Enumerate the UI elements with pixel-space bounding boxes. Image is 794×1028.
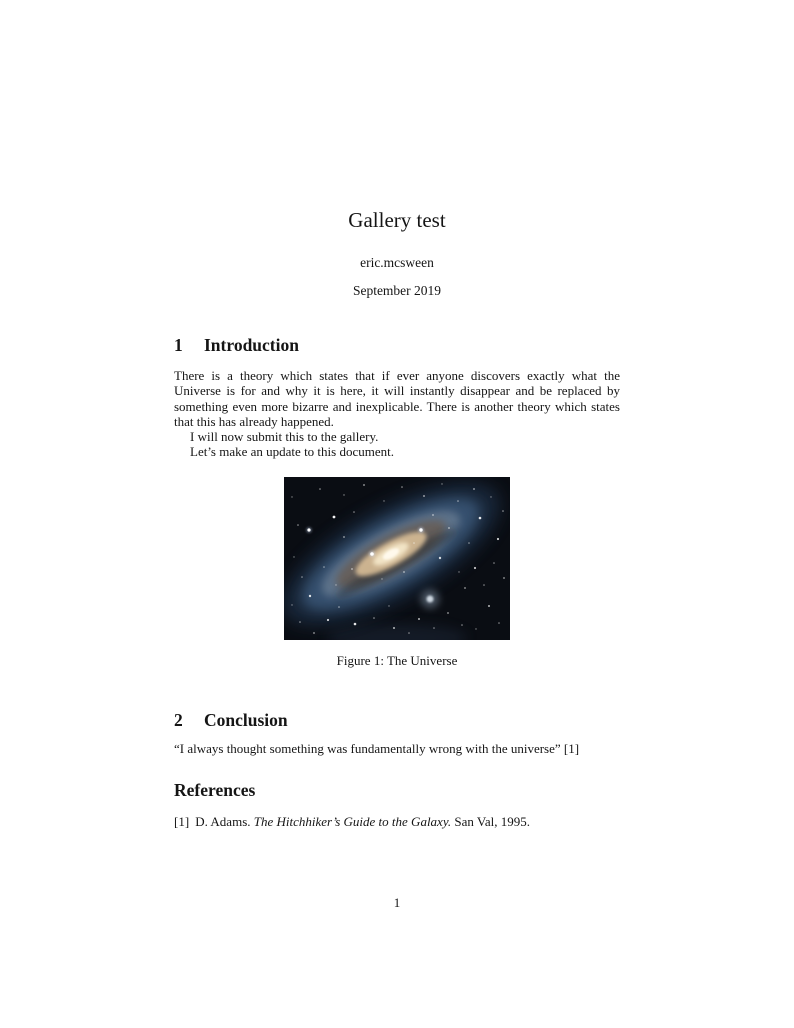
intro-line-update: Let’s make an update to this document. [190,444,394,460]
document-title: Gallery test [348,208,446,232]
figure-image-universe [284,477,510,640]
section-number-conclusion: 2 [174,710,183,730]
section-heading-conclusion [174,710,620,731]
page-number: 1 [393,895,401,910]
section-number-introduction: 1 [174,335,183,355]
reference-publisher: San Val, 1995. [454,814,530,829]
section-title-conclusion: Conclusion [204,710,288,730]
conclusion-quote: “I always thought something was fundamentally wrong with the universe” [1] [174,741,580,756]
reference-label: [1] [174,814,190,829]
section-heading-introduction [174,335,620,356]
reference-entry [174,814,620,829]
reference-authors: D. Adams. [195,814,251,829]
figure-caption: Figure 1: The Universe [336,653,458,668]
reference-title: The Hitchhiker’s Guide to the Galaxy. [253,814,452,829]
intro-paragraph: There is a theory which states that if ever anyone discovers exactly what the Universe is for and why it is here, it will instantly disappear and be replaced by something even more bizarre and inexplicable. There is another theory which states that this has already happened. [174,368,620,429]
document-date: September 2019 [352,283,442,298]
introduction-body [174,368,620,460]
section-title-introduction: Introduction [204,335,299,355]
document-author: eric.mcsween [360,255,434,270]
galaxy-illustration [284,477,510,640]
intro-line-gallery: I will now submit this to the gallery. [190,429,379,445]
references-heading: References [174,780,256,800]
